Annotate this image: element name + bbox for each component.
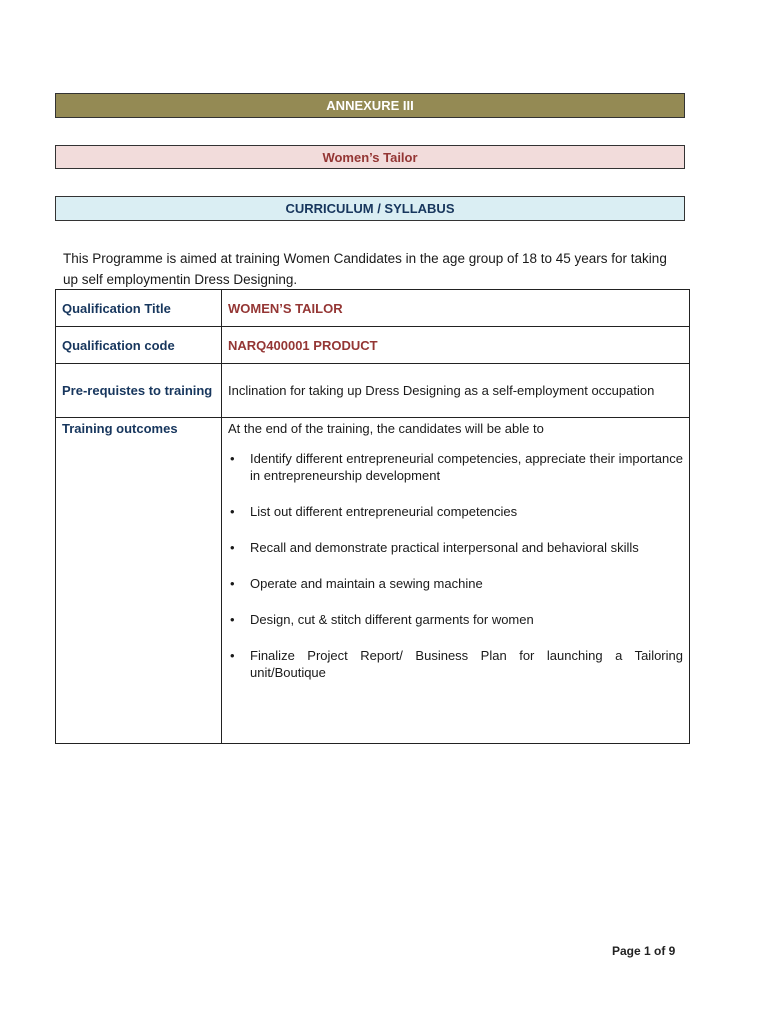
qualification-code-label: Qualification code — [56, 327, 222, 364]
section-title-banner — [55, 196, 685, 221]
outcomes-intro: At the end of the training, the candidates will be able to — [228, 421, 544, 436]
list-item: • Design, cut & stitch different garments for women — [228, 611, 683, 628]
annexure-title: ANNEXURE III — [326, 98, 414, 113]
qualification-code-value: NARQ400001 PRODUCT — [222, 327, 690, 364]
outcomes-cell — [222, 418, 690, 744]
outcomes-label: Training outcomes — [56, 418, 222, 744]
intro-paragraph: This Programme is aimed at training Women Candidates in the age group of 18 to 45 years for taking up self employmentin Dress Designing. — [63, 250, 667, 287]
list-item: • Identify different entrepreneurial competencies, appreciate their importance in entrepreneurship development — [228, 450, 683, 484]
qualification-table — [55, 289, 690, 744]
page-number: Page 1 of 9 — [612, 944, 676, 958]
prerequisites-value: Inclination for taking up Dress Designing as a self-employment occupation — [222, 364, 690, 418]
section-title: CURRICULUM / SYLLABUS — [285, 201, 455, 216]
qualification-title-value: WOMEN’S TAILOR — [222, 290, 690, 327]
table-row — [56, 327, 690, 364]
outcomes-list — [228, 450, 683, 681]
course-title-banner — [55, 145, 685, 169]
list-item: • Finalize Project Report/ Business Plan for launching a Tailoring unit/Boutique — [228, 647, 683, 681]
table-row — [56, 290, 690, 327]
table-row — [56, 364, 690, 418]
prerequisites-label: Pre-requistes to training — [56, 364, 222, 418]
table-row — [56, 418, 690, 744]
course-title: Women’s Tailor — [322, 149, 418, 165]
list-item: • List out different entrepreneurial competencies — [228, 503, 683, 520]
list-item: • Operate and maintain a sewing machine — [228, 575, 683, 592]
annexure-banner — [55, 93, 685, 118]
qualification-title-label: Qualification Title — [56, 290, 222, 327]
list-item: • Recall and demonstrate practical interpersonal and behavioral skills — [228, 539, 683, 556]
